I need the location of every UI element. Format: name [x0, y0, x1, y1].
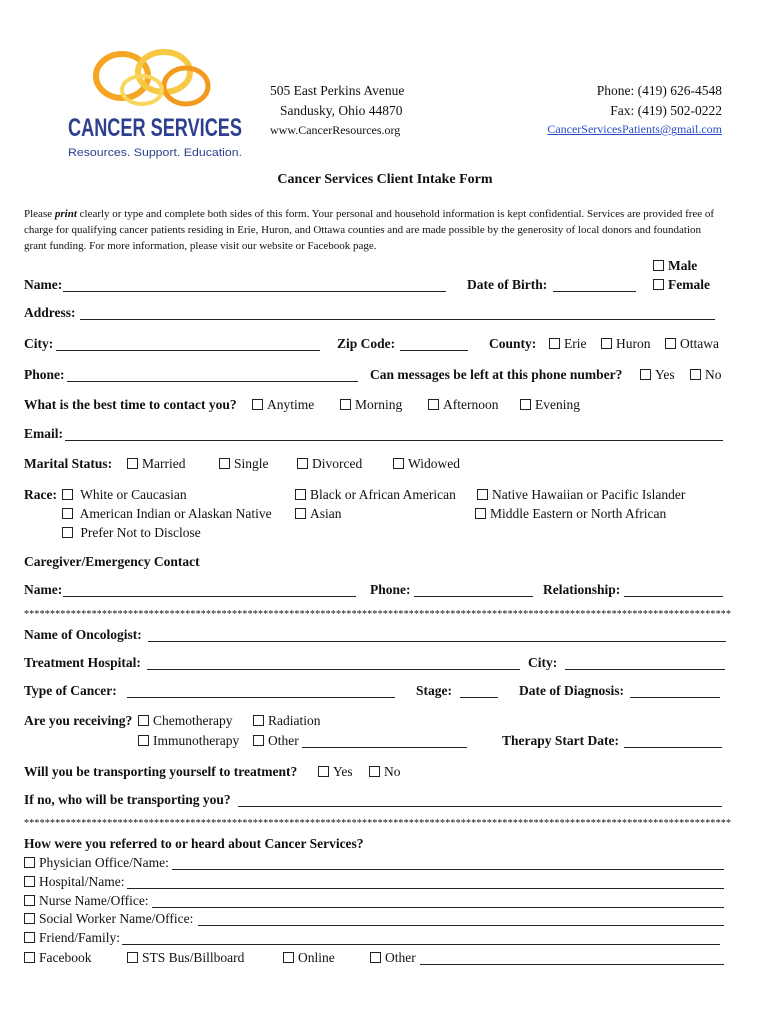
time-evening-checkbox[interactable] [520, 399, 531, 410]
time-evening[interactable]: Evening [520, 397, 580, 413]
caregiver-heading: Caregiver/Emergency Contact [24, 554, 200, 569]
cancer-type-field[interactable] [127, 685, 395, 698]
county-erie-checkbox[interactable] [549, 338, 560, 349]
referral-online[interactable]: Online [283, 950, 335, 966]
time-morning-checkbox[interactable] [340, 399, 351, 410]
referral-social-worker[interactable]: Social Worker Name/Office: [24, 911, 193, 927]
referral-nurse-checkbox[interactable] [24, 895, 35, 906]
referral-hospital-field[interactable] [127, 876, 724, 889]
hospital-city-label: City: [528, 655, 558, 670]
referral-friend-checkbox[interactable] [24, 932, 35, 943]
caregiver-phone-label: Phone: [370, 582, 411, 597]
transport-who-field[interactable] [238, 794, 722, 807]
time-afternoon[interactable]: Afternoon [428, 397, 498, 413]
race-label: Race: [24, 487, 57, 502]
zip-field[interactable] [400, 338, 468, 351]
phone-label: Phone: [24, 367, 65, 382]
marital-widowed[interactable]: Widowed [393, 456, 460, 472]
email-label: Email: [24, 426, 63, 441]
address-line-2: Sandusky, Ohio 44870 [280, 103, 403, 118]
messages-yes-checkbox[interactable] [640, 369, 651, 380]
marital-married-checkbox[interactable] [127, 458, 138, 469]
messages-yes[interactable]: Yes [640, 367, 675, 383]
caregiver-relationship-field[interactable] [624, 584, 723, 597]
treatment-radiation[interactable]: Radiation [253, 713, 321, 729]
county-ottawa[interactable]: Ottawa [665, 336, 719, 352]
separator-stars-2: **************************************************************************************************************************************** [24, 818, 732, 829]
marital-divorced[interactable]: Divorced [297, 456, 362, 472]
messages-no-checkbox[interactable] [690, 369, 701, 380]
logo-wordmark: CANCER SERVICES [68, 114, 242, 142]
referral-other-checkbox[interactable] [370, 952, 381, 963]
race-black-checkbox[interactable] [295, 489, 306, 500]
referral-friend-field[interactable] [122, 932, 720, 945]
treatment-immuno-checkbox[interactable] [138, 735, 149, 746]
female-option[interactable]: Female [653, 277, 710, 293]
race-prefer-not-checkbox[interactable] [62, 527, 73, 538]
treatment-chemo-checkbox[interactable] [138, 715, 149, 726]
treatment-other[interactable]: Other [253, 733, 299, 749]
marital-divorced-checkbox[interactable] [297, 458, 308, 469]
logo-tagline: Resources. Support. Education. [68, 147, 243, 159]
race-asian[interactable]: Asian [295, 506, 342, 522]
email-field[interactable] [65, 428, 723, 441]
therapy-start-label: Therapy Start Date: [502, 733, 619, 748]
website-link[interactable]: www.CancerResources.org [270, 123, 401, 137]
referral-physician[interactable]: Physician Office/Name: [24, 855, 169, 871]
county-huron-checkbox[interactable] [601, 338, 612, 349]
county-huron[interactable]: Huron [601, 336, 651, 352]
county-label: County: [489, 336, 537, 351]
treatment-other-field[interactable] [302, 735, 467, 748]
race-middle-eastern-checkbox[interactable] [475, 508, 486, 519]
female-checkbox[interactable] [653, 279, 664, 290]
transport-no[interactable]: No [369, 764, 401, 780]
marital-single[interactable]: Single [219, 456, 269, 472]
marital-label: Marital Status: [24, 456, 113, 471]
referral-facebook-checkbox[interactable] [24, 952, 35, 963]
referral-heading: How were you referred to or heard about Cancer Services? [24, 836, 364, 851]
male-checkbox[interactable] [653, 260, 664, 271]
treatment-other-checkbox[interactable] [253, 735, 264, 746]
referral-nurse[interactable]: Nurse Name/Office: [24, 893, 149, 909]
race-prefer-not[interactable]: Prefer Not to Disclose [62, 525, 201, 541]
marital-widowed-checkbox[interactable] [393, 458, 404, 469]
therapy-start-field[interactable] [624, 735, 722, 748]
transport-who-label: If no, who will be transporting you? [24, 792, 231, 807]
treatment-radiation-checkbox[interactable] [253, 715, 264, 726]
marital-single-checkbox[interactable] [219, 458, 230, 469]
print-emphasis: print [54, 208, 77, 220]
race-native-hawaiian[interactable]: Native Hawaiian or Pacific Islander [477, 487, 685, 503]
referral-sts-bus[interactable]: STS Bus/Billboard [127, 950, 244, 966]
caregiver-name-label: Name: [24, 582, 63, 597]
messages-no[interactable]: No [690, 367, 722, 383]
referral-social-worker-field[interactable] [198, 913, 724, 926]
hospital-city-field[interactable] [565, 657, 725, 670]
messages-label: Can messages be left at this phone number? [370, 367, 623, 382]
referral-physician-field[interactable] [172, 857, 724, 870]
address-label: Address: [24, 305, 76, 320]
address-line-1: 505 East Perkins Avenue [270, 83, 405, 98]
marital-married[interactable]: Married [127, 456, 185, 472]
race-native-hawaiian-checkbox[interactable] [477, 489, 488, 500]
referral-facebook[interactable]: Facebook [24, 950, 91, 966]
oncologist-label: Name of Oncologist: [24, 627, 142, 642]
best-time-label: What is the best time to contact you? [24, 397, 237, 412]
phone-field[interactable] [67, 369, 358, 382]
county-erie[interactable]: Erie [549, 336, 587, 352]
cancer-services-logo [64, 46, 246, 162]
race-black[interactable]: Black or African American [295, 487, 456, 503]
referral-online-checkbox[interactable] [283, 952, 294, 963]
time-anytime[interactable]: Anytime [252, 397, 314, 413]
referral-sts-bus-checkbox[interactable] [127, 952, 138, 963]
oncologist-field[interactable] [148, 629, 726, 642]
time-afternoon-checkbox[interactable] [428, 399, 439, 410]
name-label: Name: [24, 277, 63, 292]
referral-social-worker-checkbox[interactable] [24, 913, 35, 924]
caregiver-name-field[interactable] [63, 584, 356, 597]
fax-number: Fax: (419) 502-0222 [610, 103, 722, 118]
race-american-indian[interactable]: American Indian or Alaskan Native [62, 506, 272, 522]
race-asian-checkbox[interactable] [295, 508, 306, 519]
referral-nurse-field[interactable] [152, 895, 724, 908]
intro-paragraph: Please print clearly or type and complete both sides of this form. Your personal and household information is kept confidential. Services are provided free of charge for qualifying cancer patients residing in Erie, Huron, and Ottawa counties and are made possible by the generosity of local donors and foundation grant funding. For more information, please visit our website or Facebook page. [24, 208, 715, 252]
caregiver-phone-field[interactable] [414, 584, 533, 597]
form-title: Cancer Services Client Intake Form [277, 172, 493, 187]
hospital-label: Treatment Hospital: [24, 655, 141, 670]
referral-physician-checkbox[interactable] [24, 857, 35, 868]
dob-field[interactable] [553, 279, 636, 292]
hospital-field[interactable] [147, 657, 520, 670]
race-white-checkbox[interactable] [62, 489, 73, 500]
dob-label: Date of Birth: [467, 277, 548, 292]
referral-other-field[interactable] [420, 952, 724, 965]
time-anytime-checkbox[interactable] [252, 399, 263, 410]
transport-label: Will you be transporting yourself to treatment? [24, 764, 298, 779]
email-link[interactable]: CancerServicesPatients@gmail.com [547, 122, 722, 136]
referral-friend[interactable]: Friend/Family: [24, 930, 120, 946]
address-field[interactable] [80, 307, 715, 320]
stage-field[interactable] [460, 685, 498, 698]
cancer-type-label: Type of Cancer: [24, 683, 117, 698]
referral-other[interactable]: Other [370, 950, 416, 966]
treatment-immuno[interactable]: Immunotherapy [138, 733, 239, 749]
male-option[interactable]: Male [653, 258, 697, 274]
treatment-chemo[interactable]: Chemotherapy [138, 713, 232, 729]
referral-hospital[interactable]: Hospital/Name: [24, 874, 124, 890]
caregiver-relationship-label: Relationship: [543, 582, 621, 597]
time-morning[interactable]: Morning [340, 397, 402, 413]
zip-label: Zip Code: [337, 336, 396, 351]
phone-number: Phone: (419) 626-4548 [596, 83, 722, 98]
city-field[interactable] [56, 338, 320, 351]
county-ottawa-checkbox[interactable] [665, 338, 676, 349]
diagnosis-date-label: Date of Diagnosis: [519, 683, 624, 698]
referral-hospital-checkbox[interactable] [24, 876, 35, 887]
transport-yes[interactable]: Yes [318, 764, 353, 780]
diagnosis-date-field[interactable] [630, 685, 720, 698]
name-field[interactable] [63, 279, 446, 292]
race-middle-eastern[interactable]: Middle Eastern or North African [475, 506, 666, 522]
separator-stars-1: **************************************************************************************************************************************** [24, 609, 732, 620]
transport-yes-checkbox[interactable] [318, 766, 329, 777]
race-white[interactable]: White or Caucasian [62, 487, 187, 503]
stage-label: Stage: [416, 683, 452, 698]
transport-no-checkbox[interactable] [369, 766, 380, 777]
race-american-indian-checkbox[interactable] [62, 508, 73, 519]
receiving-label: Are you receiving? [24, 713, 133, 728]
city-label: City: [24, 336, 54, 351]
